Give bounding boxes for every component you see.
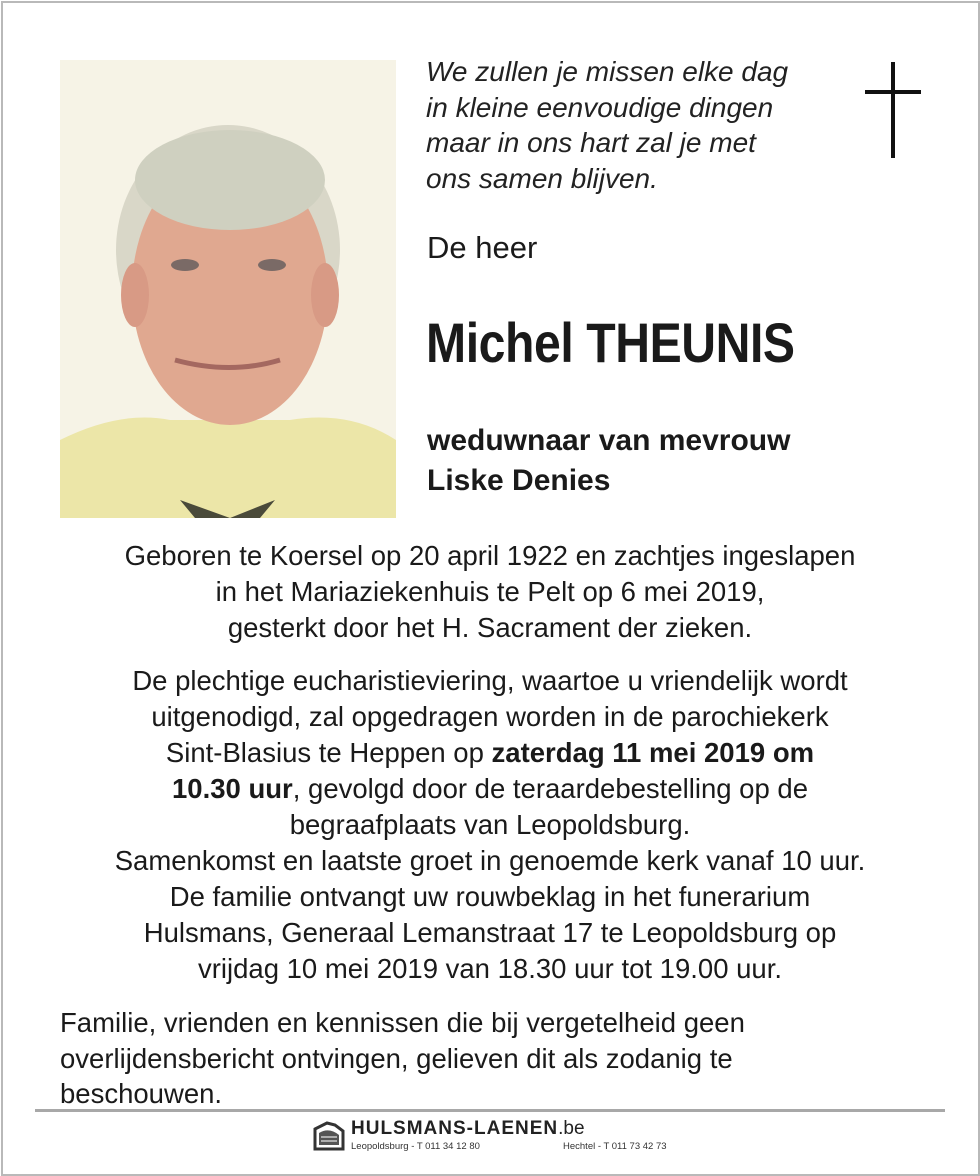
widow-of bbox=[427, 421, 790, 501]
text-line bbox=[40, 735, 940, 771]
cross-icon bbox=[865, 62, 921, 158]
honorific: De heer bbox=[427, 230, 538, 265]
text-line: begraafplaats van Leopoldsburg. bbox=[289, 809, 691, 840]
footer-divider bbox=[35, 1109, 945, 1112]
widow-line: weduwnaar van mevrouw bbox=[427, 424, 791, 457]
memorial-quote bbox=[426, 54, 788, 196]
funeral-date: zaterdag 11 mei 2019 om bbox=[491, 737, 815, 768]
text-line: gesterkt door het H. Sacrament der zieken. bbox=[227, 612, 753, 643]
funeral-home-footer bbox=[313, 1117, 693, 1157]
birth-death-paragraph bbox=[40, 538, 940, 646]
quote-line: We zullen je missen elke dag bbox=[426, 56, 789, 87]
text-line: Familie, vrienden en kennissen die bij vergetelheid geen bbox=[60, 1007, 745, 1038]
funeral-time: 10.30 uur bbox=[171, 773, 293, 804]
text-line: Hulsmans, Generaal Lemanstraat 17 te Leopoldsburg op bbox=[143, 917, 837, 948]
text-line: De plechtige eucharistieviering, waartoe u vriendelijk wordt bbox=[132, 665, 848, 696]
text-line: vrijdag 10 mei 2019 van 18.30 uur tot 19.00 uur. bbox=[197, 953, 782, 984]
text-line: beschouwen. bbox=[60, 1078, 223, 1109]
brand-domain: .be bbox=[558, 1118, 585, 1139]
portrait-photo bbox=[60, 60, 396, 518]
leopoldsburg-phone: Leopoldsburg - T 011 34 12 80 bbox=[351, 1141, 480, 1152]
text-line: Samenkomst en laatste groet in genoemde kerk vanaf 10 uur. bbox=[114, 845, 866, 876]
text-line: De familie ontvangt uw rouwbeklag in het funerarium bbox=[169, 881, 811, 912]
spouse-name: Liske Denies bbox=[427, 464, 611, 497]
funeral-home-brand bbox=[351, 1118, 585, 1140]
text-line: in het Mariaziekenhuis te Pelt op 6 mei 2019, bbox=[215, 576, 765, 607]
quote-line: maar in ons hart zal je met bbox=[426, 127, 756, 158]
notice-paragraph bbox=[60, 1005, 860, 1112]
funeral-details-paragraph bbox=[40, 663, 940, 987]
brand-name: HULSMANS-LAENEN bbox=[351, 1118, 559, 1139]
text-fragment: Sint-Blasius te Heppen op bbox=[165, 737, 492, 768]
deceased-name: Michel THEUNIS bbox=[426, 311, 795, 374]
quote-line: ons samen blijven. bbox=[426, 162, 658, 194]
quote-line: in kleine eenvoudige dingen bbox=[426, 91, 774, 123]
text-line bbox=[40, 771, 940, 807]
text-line: uitgenodigd, zal opgedragen worden in de parochiekerk bbox=[151, 701, 829, 732]
hechtel-phone: Hechtel - T 011 73 42 73 bbox=[563, 1141, 667, 1152]
text-fragment: , gevolgd door de teraardebestelling op de bbox=[292, 773, 808, 804]
funeral-home-logo-icon bbox=[313, 1119, 347, 1151]
text-line: Geboren te Koersel op 20 april 1922 en zachtjes ingeslapen bbox=[124, 540, 856, 571]
text-line: overlijdensbericht ontvingen, gelieven dit als zodanig te bbox=[60, 1042, 733, 1074]
